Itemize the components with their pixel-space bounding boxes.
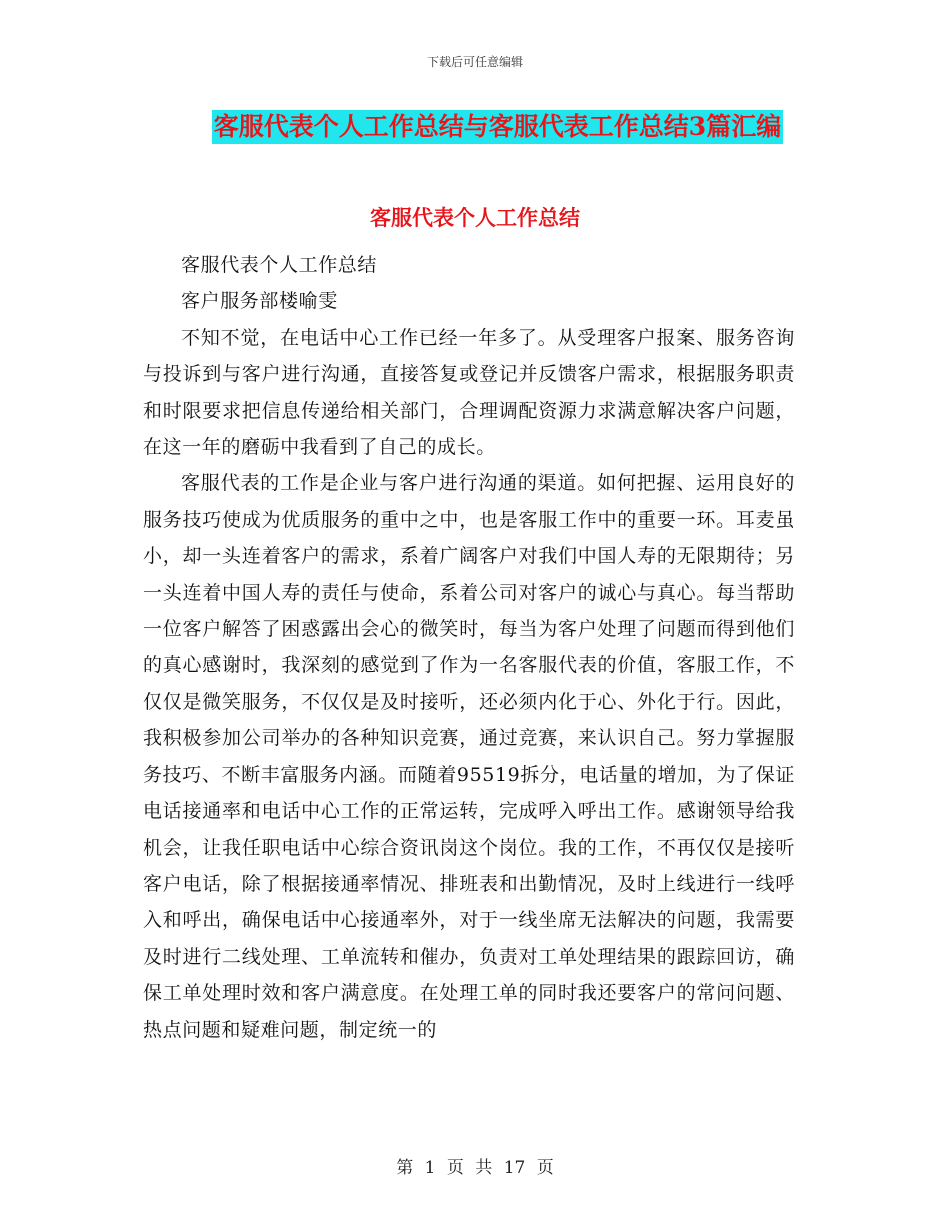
section-title: 客服代表个人工作总结 (370, 205, 580, 230)
document-body (143, 247, 795, 1048)
document-main-title: 客服代表个人工作总结与客服代表工作总结3篇汇编 (212, 110, 783, 144)
paragraph: 不知不觉，在电话中心工作已经一年多了。从受理客户报案、服务咨询与投诉到与客户进行沟通，直接答复或登记并反馈客户需求，根据服务职责和时限要求把信息传递给相关部门，合理调配资源力求满意解决客户问题，在这一年的磨砺中我看到了自己的成长。 (143, 326, 795, 459)
paragraph-heading: 客服代表个人工作总结 (181, 254, 378, 276)
page-header-note: 下载后可任意编辑 (426, 55, 523, 69)
main-title-container (0, 110, 950, 144)
page-number-footer: 第 1 页 共 17 页 (396, 1158, 554, 1178)
paragraph: 客服代表的工作是企业与客户进行沟通的渠道。如何把握、运用良好的服务技巧使成为优质服务的重中之中，也是客服工作中的重要一环。耳麦虽小，却一头连着客户的需求，系着广阔客户对我们中国人寿的无限期待；另一头连着中国人寿的责任与使命，系着公司对客户的诚心与真心。每当帮助一位客户解答了困惑露出会心的微笑时，每当为客户处理了问题而得到他们的真心感谢时，我深刻的感觉到了作为一名客服代表的价值，客服工作，不仅仅是微笑服务，不仅仅是及时接听，还必须内化于心、外化于行。因此，我积极参加公司举办的各种知识竞赛，通过竞赛，来认识自己。努力掌握服务技巧、不断丰富服务内涵。而随着95519拆分，电话量的增加，为了保证电话接通率和电话中心工作的正常运转，完成呼入呼出工作。感谢领导给我机会，让我任职电话中心综合资讯岗这个岗位。我的工作，不再仅仅是接听客户电话，除了根据接通率情况、排班表和出勤情况，及时上线进行一线呼入和呼出，确保电话中心接通率外，对于一线坐席无法解决的问题，我需要及时进行二线处理、工单流转和催办，负责对工单处理结果的跟踪回访，确保工单处理时效和客户满意度。在处理工单的同时我还要客户的常问问题、热点问题和疑难问题，制定统一的 (143, 472, 795, 1041)
paragraph-author: 客户服务部楼喻雯 (181, 290, 338, 313)
